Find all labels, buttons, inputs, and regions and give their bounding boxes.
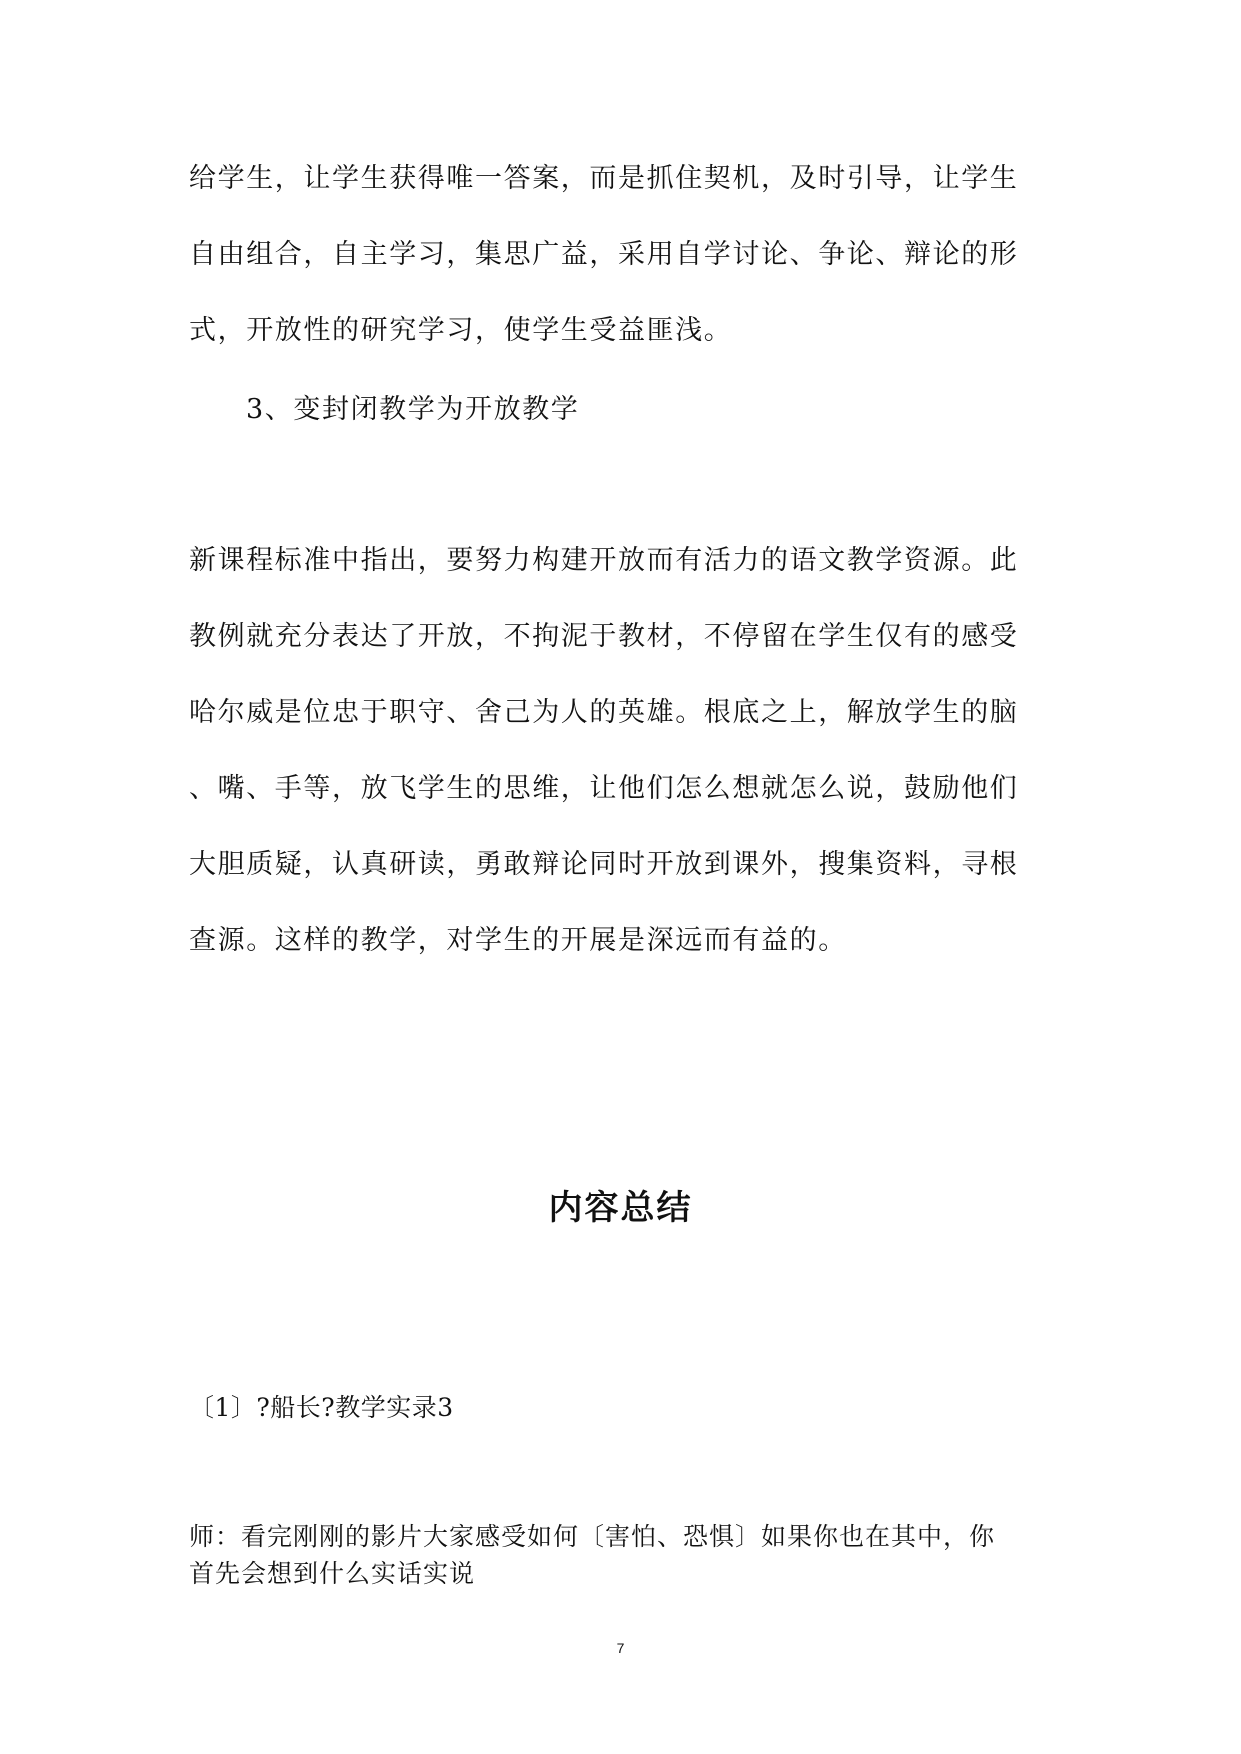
paragraph-line: 新课程标准中指出，要努力构建开放而有活力的语文教学资源。此 xyxy=(189,545,1019,576)
summary-item xyxy=(189,1388,1051,1428)
paragraph-line: 哈尔威是位忠于职守、舍己为人的英雄。根底之上，解放学生的脑 xyxy=(189,697,1019,728)
paragraph-line: 教例就充分表达了开放，不拘泥于教材，不停留在学生仅有的感受 xyxy=(189,621,1019,652)
summary-title: 内容总结 xyxy=(548,1188,693,1228)
paragraph-line: 、嘴、手等，放飞学生的思维，让他们怎么想就怎么说，鼓励他们 xyxy=(189,773,1019,804)
section-heading-text: 3、变封闭教学为开放教学 xyxy=(246,394,580,425)
section-heading xyxy=(246,372,1108,448)
paragraph-line: 自由组合，自主学习，集思广益，采用自学讨论、争论、辩论的形 xyxy=(189,239,1019,270)
paragraph-line: 查源。这样的教学，对学生的开展是深远而有益的。 xyxy=(189,925,847,956)
summary-item-text: 〔1〕?船长?教学实录3 xyxy=(189,1393,454,1422)
page-number: 7 xyxy=(616,1640,625,1656)
paragraph-line: 给学生，让学生获得唯一答案，而是抓住契机，及时引导，让学生 xyxy=(189,163,1019,194)
teacher-question xyxy=(189,1518,1051,1592)
paragraph-2 xyxy=(189,523,1051,979)
paragraph-1 xyxy=(189,141,1051,369)
paragraph-line: 首先会想到什么实话实说 xyxy=(189,1559,476,1588)
paragraph-line: 大胆质疑，认真研读，勇敢辩论同时开放到课外，搜集资料，寻根 xyxy=(189,849,1019,880)
paragraph-line: 师：看完刚刚的影片大家感受如何〔害怕、恐惧〕如果你也在其中，你 xyxy=(189,1522,996,1551)
paragraph-line: 式，开放性的研究学习，使学生受益匪浅。 xyxy=(189,315,733,346)
